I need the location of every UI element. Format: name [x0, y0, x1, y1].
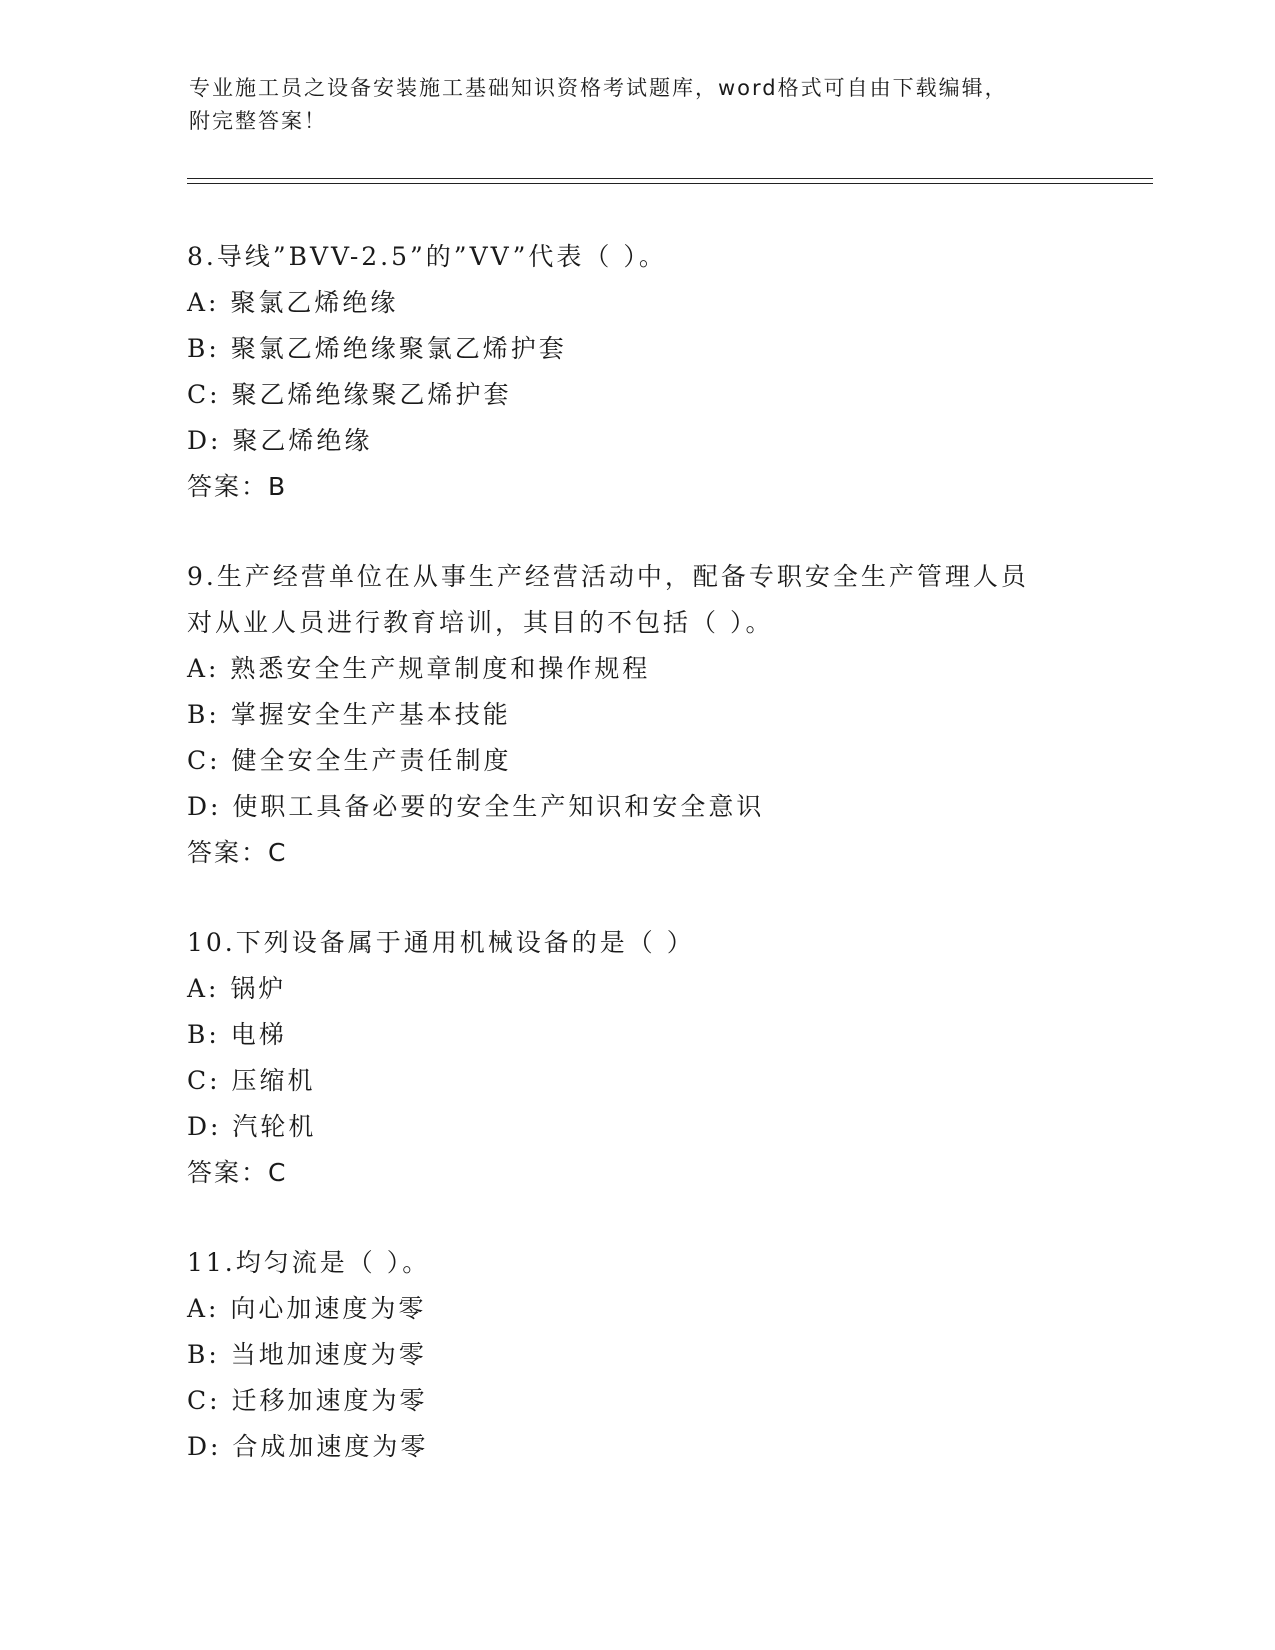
option-a: A: 锅炉 — [187, 974, 287, 1003]
question-stem: 11.均匀流是（ ）。 — [187, 1248, 431, 1277]
option-a: A: 向心加速度为零 — [187, 1294, 427, 1323]
answer-line: 答案：B — [187, 472, 288, 501]
option-c: C: 迁移加速度为零 — [187, 1386, 428, 1415]
option-b: B: 掌握安全生产基本技能 — [187, 700, 511, 729]
option-d: D: 合成加速度为零 — [187, 1432, 429, 1461]
option-b: B: 聚氯乙烯绝缘聚氯乙烯护套 — [187, 334, 567, 363]
option-c: C: 健全安全生产责任制度 — [187, 746, 512, 775]
option-a: A: 熟悉安全生产规章制度和操作规程 — [187, 654, 651, 683]
header-line-1: 专业施工员之设备安装施工基础知识资格考试题库，word格式可自由下载编辑， — [189, 76, 1008, 100]
header-line-2: 附完整答案！ — [189, 109, 327, 133]
header-divider-bottom — [187, 183, 1153, 184]
option-d: D: 使职工具备必要的安全生产知识和安全意识 — [187, 792, 765, 821]
question-stem-continued: 对从业人员进行教育培训，其目的不包括（ ）。 — [187, 608, 774, 637]
header-divider-top — [187, 178, 1153, 179]
question-11 — [187, 1240, 1117, 1470]
question-stem: 9.生产经营单位在从事生产经营活动中，配备专职安全生产管理人员 — [187, 562, 1029, 591]
option-d: D: 汽轮机 — [187, 1112, 317, 1141]
option-b: B: 当地加速度为零 — [187, 1340, 427, 1369]
document-header — [189, 72, 1089, 138]
option-b: B: 电梯 — [187, 1020, 287, 1049]
option-c: C: 聚乙烯绝缘聚乙烯护套 — [187, 380, 512, 409]
question-10 — [187, 920, 1117, 1196]
option-d: D: 聚乙烯绝缘 — [187, 426, 373, 455]
question-9 — [187, 554, 1117, 876]
question-stem: 8.导线”BVV-2.5”的”VV”代表（ ）。 — [187, 242, 667, 271]
answer-line: 答案：C — [187, 838, 288, 867]
question-stem: 10.下列设备属于通用机械设备的是（ ） — [187, 928, 695, 957]
question-list — [187, 234, 1117, 1470]
answer-line: 答案：C — [187, 1158, 288, 1187]
option-c: C: 压缩机 — [187, 1066, 316, 1095]
option-a: A: 聚氯乙烯绝缘 — [187, 288, 399, 317]
question-8 — [187, 234, 1117, 510]
